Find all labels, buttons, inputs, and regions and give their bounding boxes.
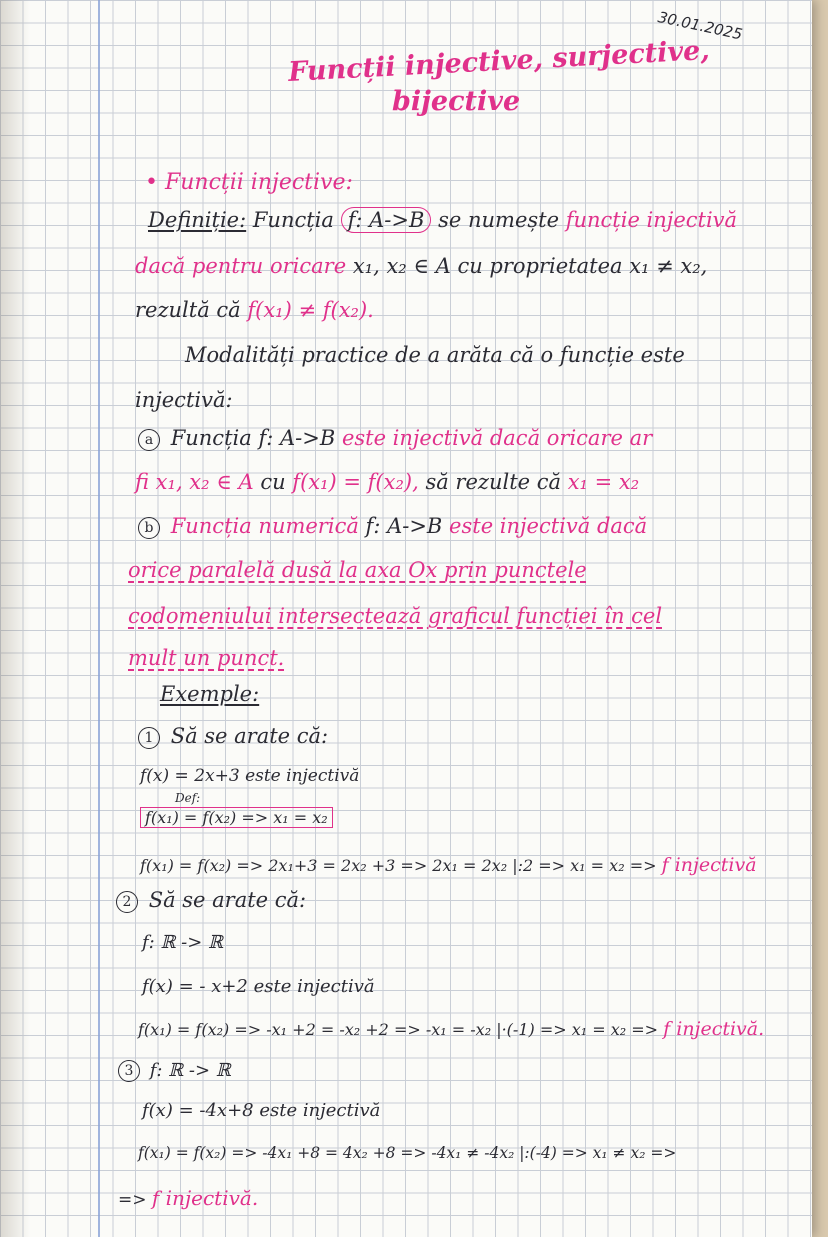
title-line-1: Funcții injective, surjective, <box>287 34 711 89</box>
definition-math: f(x₁) ≠ f(x₂). <box>247 298 374 322</box>
definition-line-2 <box>135 256 707 277</box>
binding-shadow <box>0 0 30 1237</box>
method-b-line-3: codomeniului intersectează graficul funcției în cel <box>128 604 663 628</box>
definition-text: Funcția <box>252 208 334 232</box>
example-2-line-4 <box>138 1020 764 1039</box>
section-heading: • Funcții injective: <box>145 170 353 195</box>
method-text: este injectivă dacă oricare ar <box>341 426 653 450</box>
method-math: x₁ = x₂ <box>567 470 640 494</box>
example-1-def-label: Def: <box>175 791 201 805</box>
method-text: fi x₁, x₂ ∈ A <box>135 470 254 494</box>
example-3-marker: 3 <box>118 1060 140 1082</box>
example-2-marker: 2 <box>116 891 138 913</box>
practical-line-1: Modalități practice de a arăta că o funcție este <box>185 343 685 367</box>
definition-math: x₁, x₂ ∈ A <box>352 254 451 278</box>
conclusion: f injectivă <box>661 854 757 876</box>
definition-text: rezultă că <box>135 298 241 322</box>
example-1-line-3 <box>140 856 757 875</box>
method-text: să rezulte că <box>425 470 562 494</box>
conclusion: f injectivă. <box>151 1186 259 1210</box>
example-text: Să se arate că: <box>170 724 329 748</box>
method-text: Funcția <box>170 426 252 450</box>
date: 30.01.2025 <box>656 8 745 44</box>
example-3-line-3: f(x₁) = f(x₂) => -4x₁ +8 = 4x₂ +8 => -4x₁ ≠ -4x₂ |:(-4) => x₁ ≠ x₂ => <box>138 1144 677 1162</box>
example-1-def <box>140 810 333 826</box>
definition-line-1 <box>148 210 737 231</box>
method-b-marker: b <box>138 517 160 539</box>
definition-text: dacă pentru oricare <box>135 254 347 278</box>
method-math: f: A->B <box>365 514 443 538</box>
method-math: f: A->B <box>258 426 336 450</box>
method-a-marker: a <box>138 429 160 451</box>
example-text: Să se arate că: <box>148 888 307 912</box>
method-text: Funcția numerică <box>170 514 359 538</box>
example-math: f(x₁) = f(x₂) => -x₁ +2 = -x₂ +2 => -x₁ = -x₂ |·(-1) => x₁ = x₂ => <box>138 1020 659 1039</box>
example-math: f(x₁) = f(x₂) => 2x₁+3 = 2x₂ +3 => 2x₁ = 2x₂ |:2 => x₁ = x₂ => <box>140 856 657 875</box>
definition-label: Definiție: <box>148 208 247 232</box>
method-math: f(x₁) = f(x₂), <box>292 470 419 494</box>
method-b-line-4: mult un punct. <box>128 646 285 670</box>
definition-box: f(x₁) = f(x₂) => x₁ = x₂ <box>140 807 333 828</box>
example-1-line-1 <box>138 726 328 749</box>
definition-term: funcție injectivă <box>565 208 738 232</box>
example-2-line-2: f: ℝ -> ℝ <box>142 932 223 953</box>
definition-line-3 <box>135 300 374 321</box>
title-line-2: bijective <box>392 86 521 117</box>
example-1-marker: 1 <box>138 727 160 749</box>
example-1-line-2: f(x) = 2x+3 este injectivă <box>140 766 360 786</box>
method-a-line-1 <box>138 428 652 451</box>
example-math: f: ℝ -> ℝ <box>149 1060 231 1081</box>
practical-line-2: injectivă: <box>135 388 233 412</box>
examples-heading: Exemple: <box>160 682 260 706</box>
method-b-line-2: orice paralelă dusă la axa Ox prin punctele <box>128 558 587 582</box>
example-math: => <box>118 1190 147 1210</box>
example-2-line-1 <box>116 890 306 913</box>
method-text: cu <box>260 470 286 494</box>
method-text: este injectivă dacă <box>449 514 648 538</box>
function-box: f: A->B <box>341 207 432 233</box>
example-3-line-4 <box>118 1188 258 1209</box>
conclusion: f injectivă. <box>663 1018 765 1040</box>
definition-text: se numește <box>438 208 560 232</box>
example-3-line-2: f(x) = -4x+8 este injectivă <box>142 1100 381 1121</box>
margin-line <box>98 0 100 1237</box>
definition-math: x₁ ≠ x₂, <box>629 254 708 278</box>
example-2-line-3: f(x) = - x+2 este injectivă <box>142 976 375 997</box>
method-b-line-1 <box>138 516 647 539</box>
example-3-line-1 <box>118 1060 231 1082</box>
method-a-line-2 <box>135 472 639 493</box>
definition-text: cu proprietatea <box>457 254 623 278</box>
